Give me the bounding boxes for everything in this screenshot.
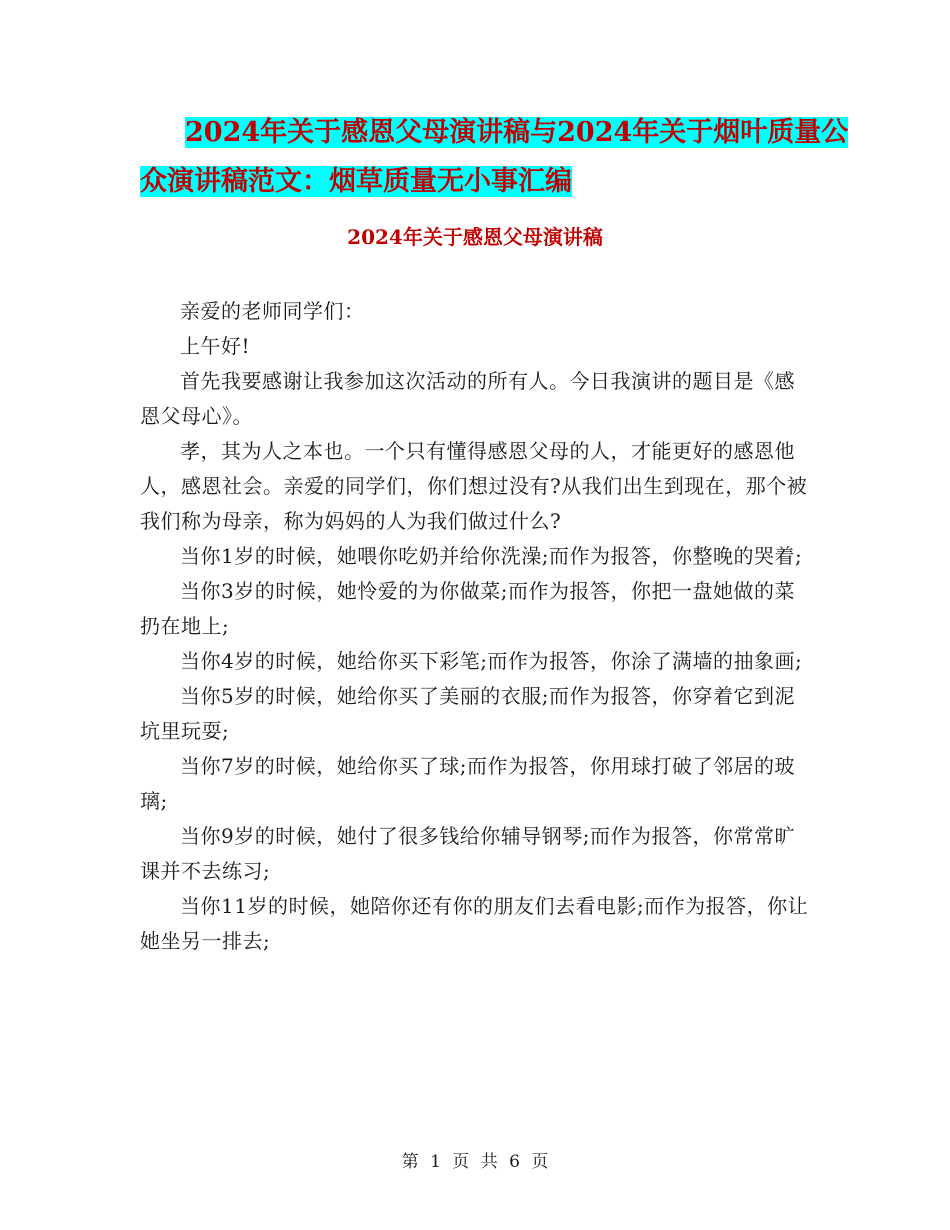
paragraph: 孝，其为人之本也。一个只有懂得感恩父母的人，才能更好的感恩他人，感恩社会。亲爱的同学们，你们想过没有?从我们出生到现在，那个被我们称为母亲，称为妈妈的人为我们做过什么? [140,439,808,533]
title-highlight: 2024年关于感恩父母演讲稿与2024年关于烟叶质量公 [185,117,849,148]
page-footer: 第 1 页 共 6 页 [401,1152,549,1172]
section-title: 2024年关于感恩父母演讲稿 [347,225,603,249]
title-highlight: 众演讲稿范文：烟草质量无小事汇编 [140,166,572,197]
paragraph: 上午好! [180,334,251,358]
paragraph: 当你3岁的时候，她怜爱的为你做菜;而作为报答，你把一盘她做的菜扔在地上; [140,579,795,638]
paragraph: 当你9岁的时候，她付了很多钱给你辅导钢琴;而作为报答，你常常旷课并不去练习; [140,824,795,883]
paragraph: 当你7岁的时候，她给你买了球;而作为报答，你用球打破了邻居的玻璃; [140,754,795,813]
document-title-line-1 [140,108,849,157]
paragraph: 当你5岁的时候，她给你买了美丽的衣服;而作为报答，你穿着它到泥坑里玩耍; [140,684,795,743]
body-text [140,294,810,959]
paragraph: 当你4岁的时候，她给你买下彩笔;而作为报答，你涂了满墙的抽象画; [180,649,803,673]
document-title-line-2 [140,157,840,206]
paragraph: 亲爱的老师同学们： [180,299,365,323]
document-title [140,108,849,206]
paragraph: 当你1岁的时候，她喂你吃奶并给你洗澡;而作为报答，你整晚的哭着; [180,544,803,568]
paragraph: 当你11岁的时候，她陪你还有你的朋友们去看电影;而作为报答，你让她坐另一排去; [140,894,809,953]
paragraph: 首先我要感谢让我参加这次活动的所有人。今日我演讲的题目是《感恩父母心》。 [140,369,795,428]
